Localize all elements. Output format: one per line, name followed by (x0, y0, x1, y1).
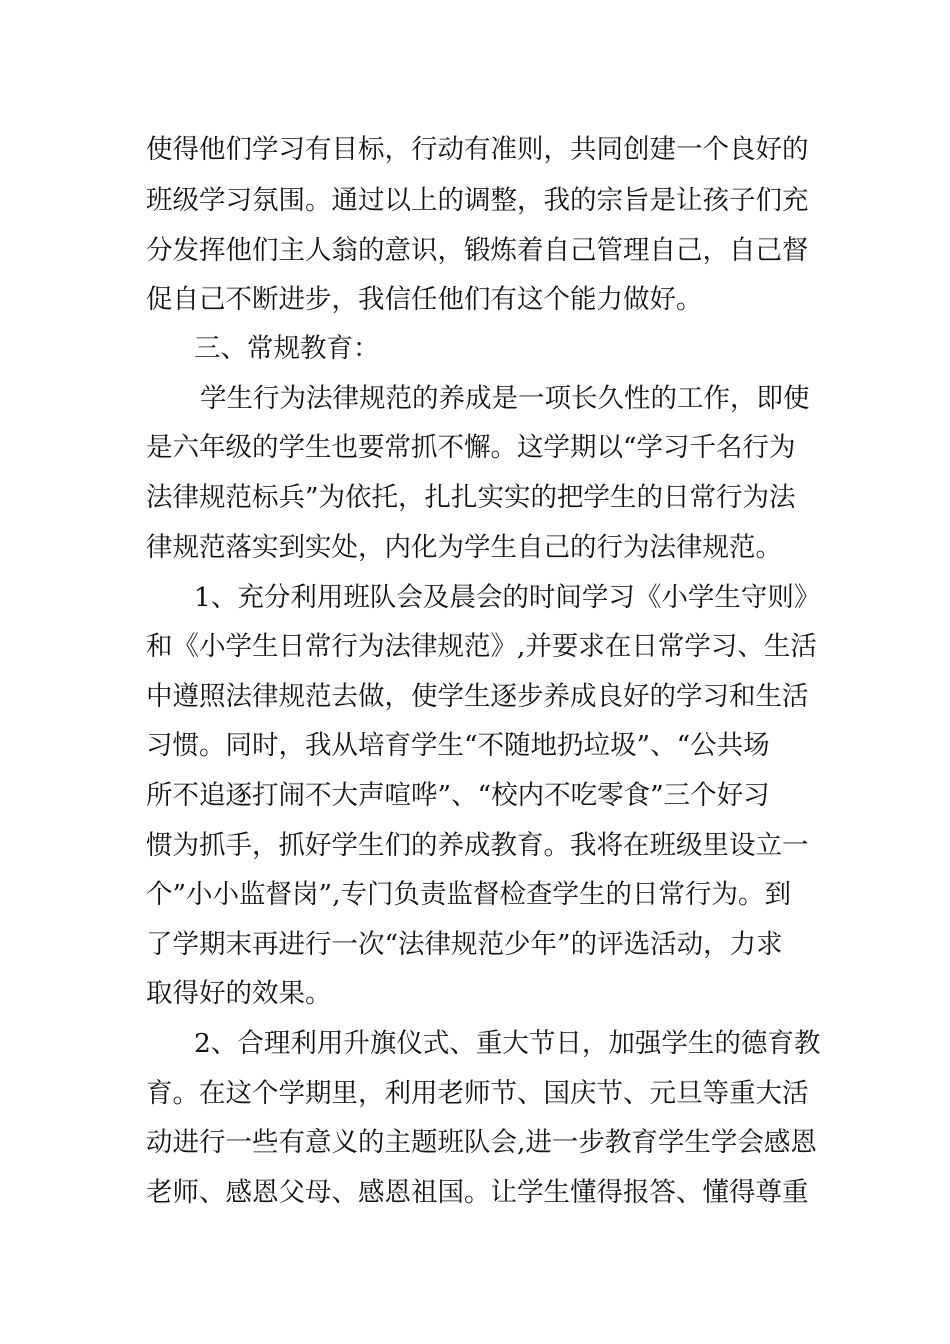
text-line: 律规范落实到实处，内化为学生自己的行为法律规范。 (146, 532, 782, 563)
text-line: 和《小学生日常行为法律规范》,并要求在日常学习、生活 (146, 631, 817, 662)
text-line: 习惯。同时，我从培育学生“不随地扔垃圾”、“公共场 (146, 730, 770, 761)
text-line: 中遵照法律规范去做，使学生逐步养成良好的学习和生活 (146, 681, 809, 712)
text-line: 使得他们学习有目标，行动有准则，共同创建一个良好的 (146, 134, 809, 165)
text-line: 法律规范标兵”为依托，扎扎实实的把学生的日常行为法 (146, 482, 796, 513)
text-line: 老师、感恩父母、感恩祖国。让学生懂得报答、懂得尊重 (146, 1177, 809, 1208)
text-line: 育。在这个学期里，利用老师节、国庆节、元旦等重大活 (146, 1078, 809, 1109)
text-line: 惯为抓手，抓好学生们的养成教育。我将在班级里设立一 (146, 830, 809, 861)
section-heading: 三、常规教育： (194, 333, 380, 364)
text-line: 学生行为法律规范的养成是一项长久性的工作，即使 (200, 383, 810, 414)
text-line: 1、充分利用班队会及晨会的时间学习《小学生守则》 (194, 582, 821, 613)
text-line: 促自己不断进步，我信任他们有这个能力做好。 (146, 284, 703, 315)
text-line: 动进行一些有意义的主题班队会,进一步教育学生学会感恩 (146, 1127, 817, 1158)
text-line: 所不追逐打闹不大声喧哗”、“校内不吃零食”三个好习 (146, 780, 770, 811)
text-line: 是六年级的学生也要常抓不懈。这学期以“学习千名行为 (146, 432, 796, 463)
text-line: 分发挥他们主人翁的意识，锻炼着自己管理自己，自己督 (146, 235, 809, 266)
text-line: 个”小小监督岗”,专门负责监督检查学生的日常行为。到 (146, 879, 792, 910)
text-line: 2、合理利用升旗仪式、重大节日，加强学生的德育教 (194, 1028, 821, 1059)
text-line: 班级学习氛围。通过以上的调整，我的宗旨是让孩子们充 (146, 185, 809, 216)
text-line: 了学期末再进行一次“法律规范少年”的评选活动，力求 (146, 929, 783, 960)
text-line: 取得好的效果。 (146, 978, 332, 1009)
